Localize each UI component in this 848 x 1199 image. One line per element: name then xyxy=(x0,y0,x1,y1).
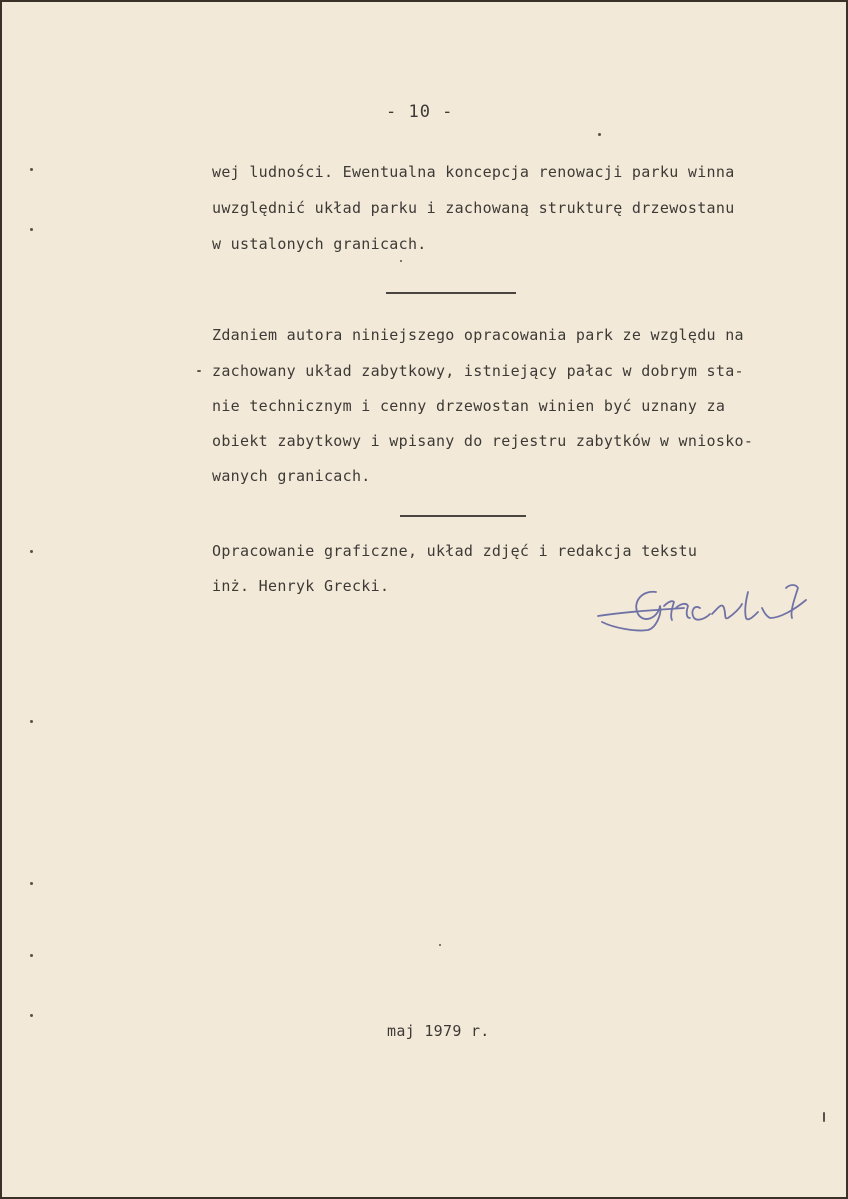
handwritten-signature xyxy=(594,578,814,638)
paper-speck xyxy=(197,370,201,372)
paper-speck xyxy=(598,133,601,136)
paragraph-3-line-2: inż. Henryk Grecki. xyxy=(212,577,390,595)
paragraph-2-line-3: nie technicznym i cenny drzewostan winien być uznany za xyxy=(212,397,726,415)
paper-speck xyxy=(30,1014,33,1017)
section-divider-2 xyxy=(400,515,526,517)
paragraph-3-line-1: Opracowanie graficzne, układ zdjęć i redakcja tekstu xyxy=(212,542,698,560)
paper-speck xyxy=(30,720,33,723)
paper-speck xyxy=(439,944,441,946)
paper-speck xyxy=(30,168,33,171)
paragraph-2-line-4: obiekt zabytkowy i wpisany do rejestru zabytków w wniosko- xyxy=(212,432,754,450)
paragraph-2-line-2: zachowany układ zabytkowy, istniejący pałac w dobrym sta- xyxy=(212,362,744,380)
paper-speck xyxy=(30,954,33,957)
paper-speck xyxy=(400,260,402,262)
paragraph-1-line-3: w ustalonych granicach. xyxy=(212,235,427,253)
paragraph-2-line-1: Zdaniem autora niniejszego opracowania park ze względu na xyxy=(212,326,744,344)
paper-speck xyxy=(823,1112,825,1122)
page-number: - 10 - xyxy=(386,102,454,122)
paper-speck xyxy=(30,550,33,553)
paragraph-1-line-2: uwzględnić układ parku i zachowaną strukturę drzewostanu xyxy=(212,199,735,217)
paper-speck xyxy=(30,882,33,885)
paragraph-2-line-5: wanych granicach. xyxy=(212,467,371,485)
section-divider-1 xyxy=(386,292,516,294)
paper-speck xyxy=(30,228,33,231)
document-date: maj 1979 r. xyxy=(387,1022,490,1040)
paragraph-1-line-1: wej ludności. Ewentualna koncepcja renowacji parku winna xyxy=(212,163,735,181)
